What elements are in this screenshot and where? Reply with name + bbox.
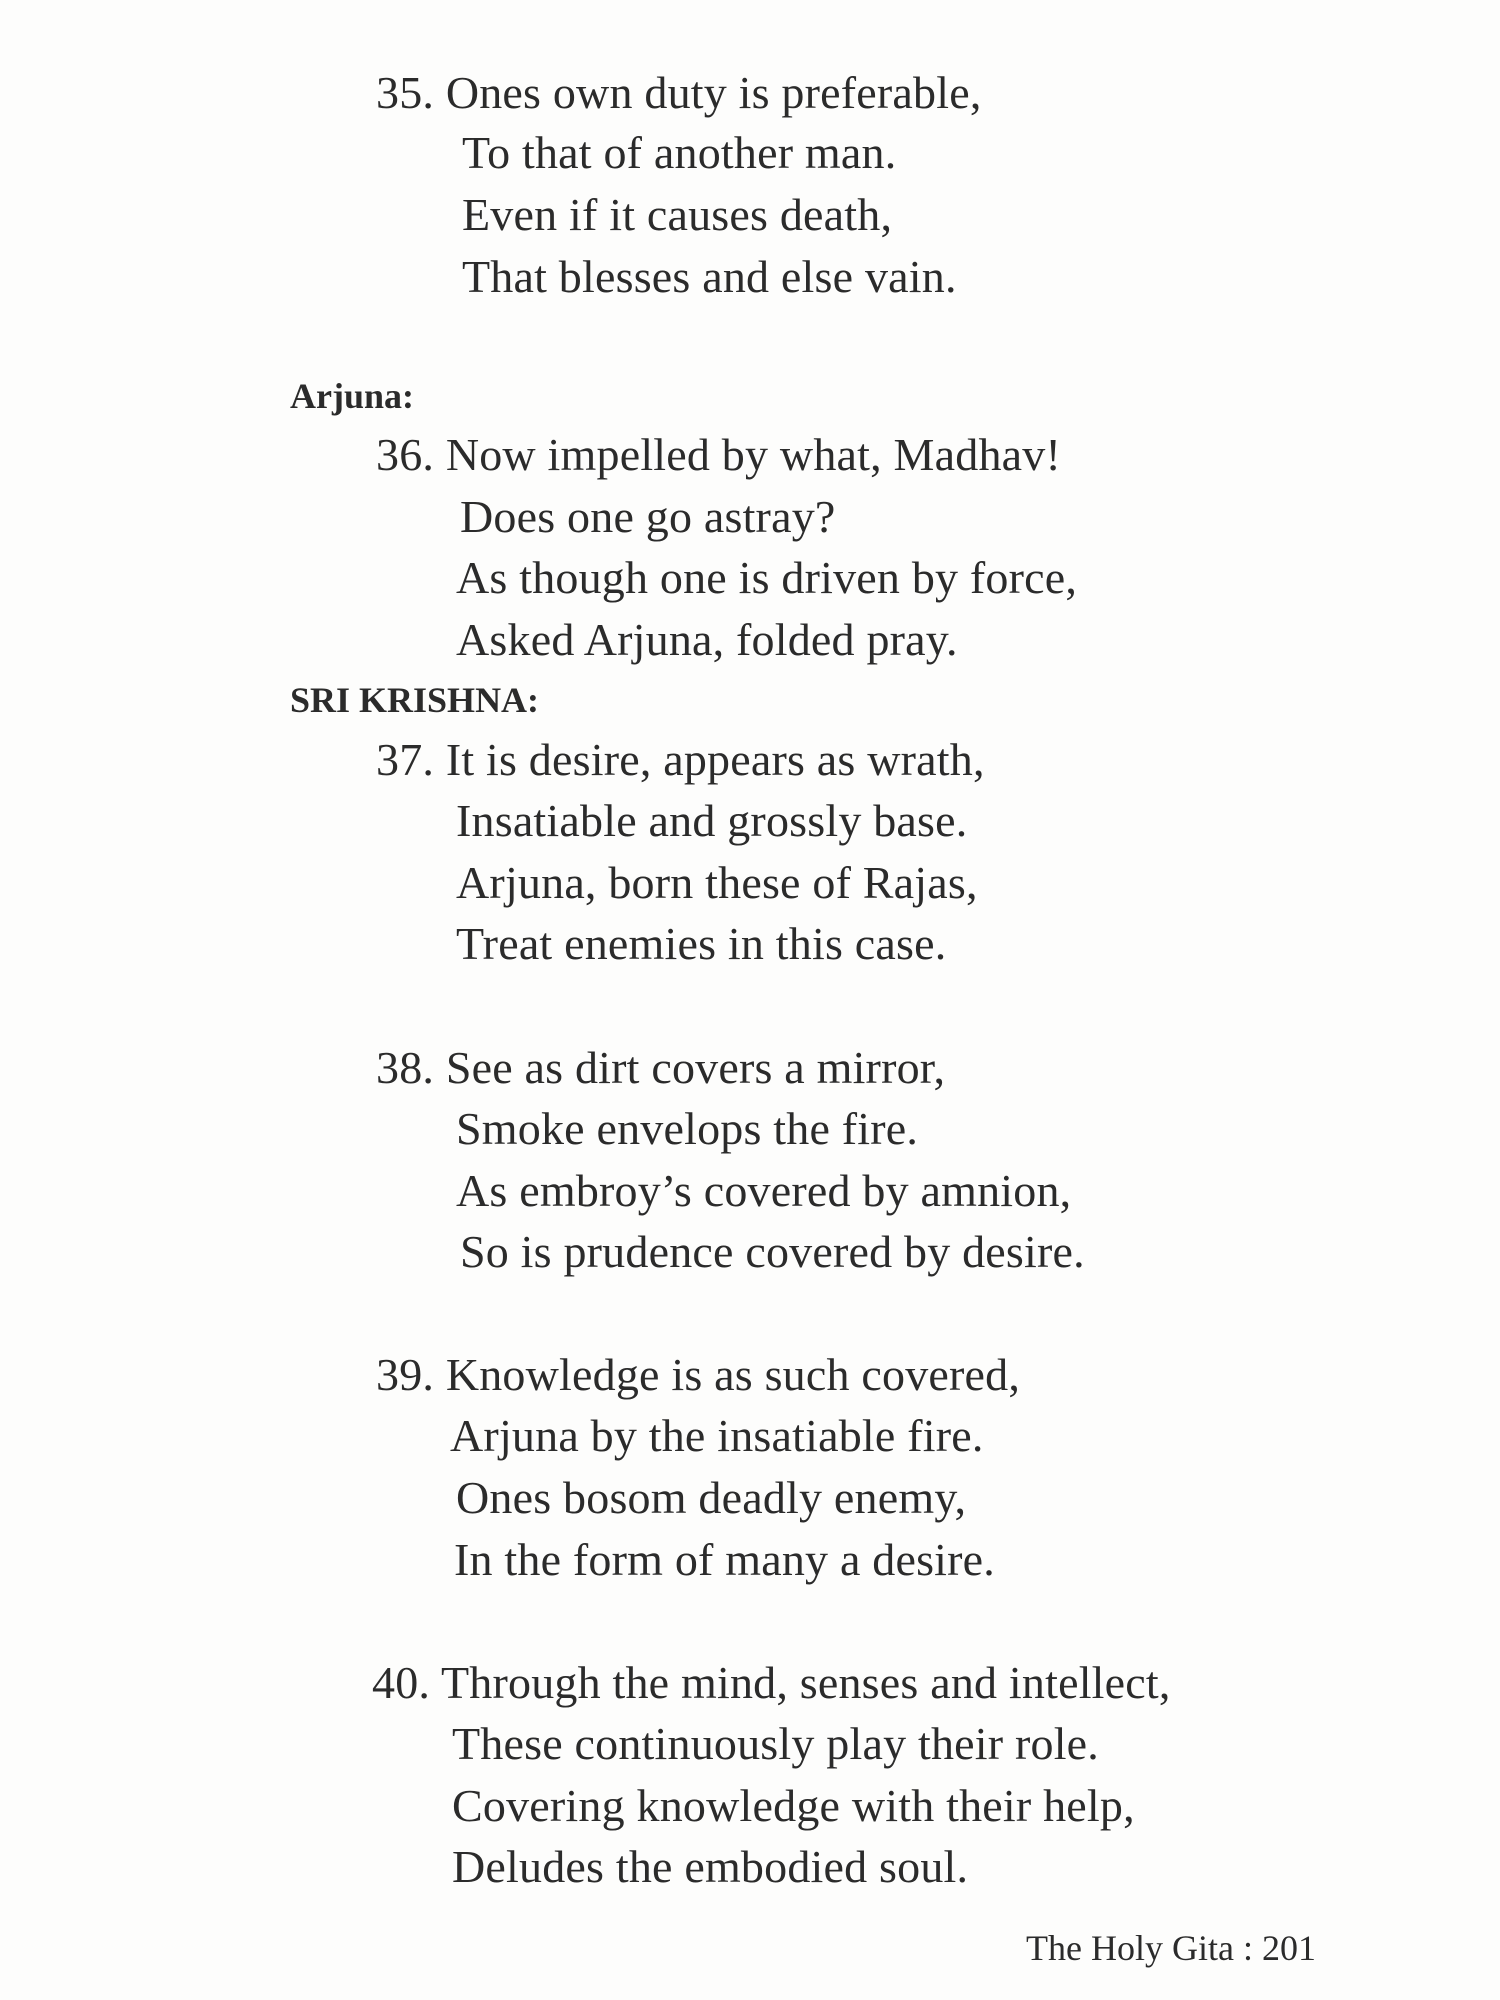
speaker-sri-krishna: SRI KRISHNA:: [290, 680, 540, 720]
verse-35-line-4: That blesses and else vain.: [462, 251, 957, 302]
verse-number: 37.: [376, 734, 435, 785]
verse-40-line-4: Deludes the embodied soul.: [452, 1841, 969, 1892]
verse-40-line-1: [372, 1657, 1171, 1708]
verse-text: Through the mind, senses and intellect,: [440, 1657, 1171, 1708]
page-footer: The Holy Gita : 201: [1026, 1928, 1316, 1968]
verse-38-line-1: [376, 1042, 946, 1093]
verse-36-line-1: [376, 429, 1061, 480]
verse-40-line-2: These continuously play their role.: [452, 1718, 1100, 1769]
verse-text: See as dirt covers a mirror,: [445, 1042, 946, 1093]
speaker-arjuna: Arjuna:: [290, 376, 414, 416]
verse-38-line-3: As embroy’s covered by amnion,: [456, 1165, 1072, 1216]
verse-text: Ones own duty is preferable,: [445, 67, 982, 118]
verse-39-line-3: Ones bosom deadly enemy,: [456, 1472, 967, 1523]
verse-text: It is desire, appears as wrath,: [445, 734, 985, 785]
verse-38-line-2: Smoke envelops the fire.: [456, 1103, 919, 1154]
verse-37-line-2: Insatiable and grossly base.: [456, 795, 968, 846]
verse-37-line-3: Arjuna, born these of Rajas,: [456, 857, 978, 908]
verse-40-line-3: Covering knowledge with their help,: [452, 1780, 1135, 1831]
verse-number: 38.: [376, 1042, 435, 1093]
verse-35-line-3: Even if it causes death,: [462, 189, 893, 240]
verse-39-line-2: Arjuna by the insatiable fire.: [450, 1410, 984, 1461]
verse-number: 40.: [372, 1657, 431, 1708]
verse-number: 39.: [376, 1349, 435, 1400]
verse-37-line-4: Treat enemies in this case.: [456, 918, 947, 969]
verse-text: Now impelled by what, Madhav!: [445, 429, 1061, 480]
verse-number: 36.: [376, 429, 435, 480]
verse-text: Knowledge is as such covered,: [445, 1349, 1021, 1400]
verse-36-line-2: Does one go astray?: [460, 491, 836, 542]
verse-39-line-4: In the form of many a desire.: [454, 1534, 995, 1585]
verse-35-line-2: To that of another man.: [462, 127, 897, 178]
verse-36-line-4: Asked Arjuna, folded pray.: [456, 614, 958, 665]
verse-38-line-4: So is prudence covered by desire.: [460, 1226, 1085, 1277]
verse-35-line-1: [376, 67, 982, 118]
verse-number: 35.: [376, 67, 435, 118]
verse-36-line-3: As though one is driven by force,: [456, 552, 1078, 603]
verse-37-line-1: [376, 734, 985, 785]
verse-39-line-1: [376, 1349, 1021, 1400]
